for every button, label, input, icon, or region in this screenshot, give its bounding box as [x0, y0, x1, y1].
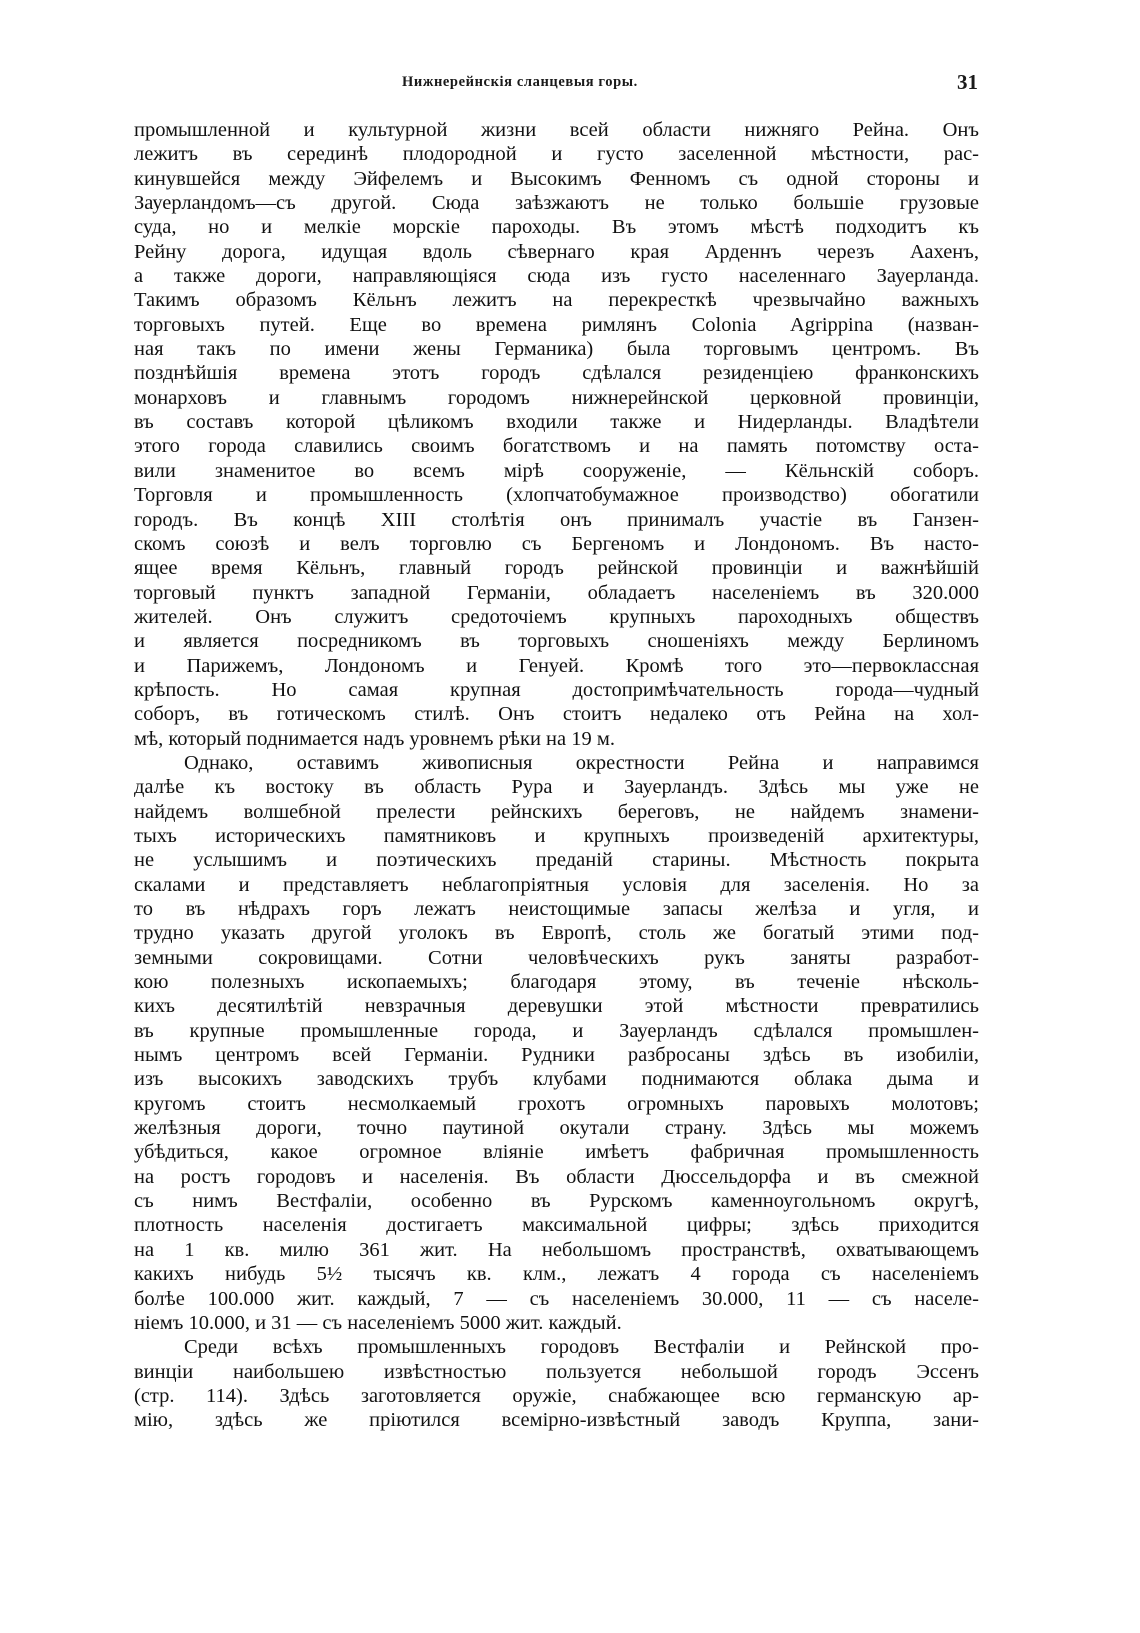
text-line: плотность населенія достигаетъ максимальной цифры; здѣсь приходится [134, 1214, 979, 1237]
paragraph-3 [134, 1335, 979, 1432]
text-line: Торговля и промышленность (хлопчатобумажное производство) обогатили [134, 484, 979, 507]
text-line: изъ высокихъ заводскихъ трубъ клубами поднимаются облака дыма и [134, 1068, 979, 1091]
text-line: Такимъ образомъ Кёльнъ лежитъ на перекресткѣ чрезвычайно важныхъ [134, 289, 979, 312]
text-line: въ составъ которой цѣликомъ входили также и Нидерланды. Владѣтели [134, 411, 979, 434]
text-line: и является посредникомъ въ торговыхъ сношеніяхъ между Берлиномъ [134, 630, 979, 653]
text-line: мѣ, который поднимается надъ уровнемъ рѣки на 19 м. [134, 727, 615, 750]
text-line: не услышимъ и поэтическихъ преданій старины. Мѣстность покрыта [134, 849, 979, 872]
paragraph-1 [134, 118, 979, 751]
text-line: и Парижемъ, Лондономъ и Генуей. Кромѣ того это—первоклассная [134, 654, 979, 677]
text-line: скомъ союзѣ и велъ торговлю съ Бергеномъ и Лондономъ. Въ насто- [134, 532, 979, 555]
text-line: убѣдиться, какое огромное вліяніе имѣетъ фабричная промышленность [134, 1141, 979, 1164]
text-line: болѣе 100.000 жит. каждый, 7 — съ населеніемъ 30.000, 11 — съ населе- [134, 1287, 979, 1310]
text-line: найдемъ волшебной прелести рейнскихъ береговъ, не найдемъ знамени- [134, 800, 979, 823]
text-line: нымъ центромъ всей Германіи. Рудники разбросаны здѣсь въ изобиліи, [134, 1044, 979, 1067]
text-line: мію, здѣсь же пріютился всемірно-извѣстный заводъ Круппа, зани- [134, 1409, 979, 1432]
running-title: Нижнерейнскія сланцевыя горы. [402, 74, 638, 90]
text-line: промышленной и культурной жизни всей области нижняго Рейна. Онъ [134, 119, 979, 141]
text-line: ящее время Кёльнъ, главный городъ рейнской провинціи и важнѣйшій [134, 557, 979, 580]
text-line: кихъ десятилѣтій невзрачныя деревушки этой мѣстности превратились [134, 995, 979, 1018]
text-line: монарховъ и главнымъ городомъ нижнерейнской церковной провинціи, [134, 386, 979, 409]
text-line: этого города славились своимъ богатствомъ и на память потомству оста- [134, 435, 979, 458]
text-line: Зауерландомъ—съ другой. Сюда заѣзжаютъ не только большіе грузовые [134, 192, 979, 215]
text-line: скалами и представляетъ неблагопріятныя условія для заселенія. Но за [134, 873, 979, 896]
text-line: кинувшейся между Эйфелемъ и Высокимъ Фенномъ съ одной стороны и [134, 167, 979, 190]
text-line: желѣзныя дороги, точно паутиной окутали страну. Здѣсь мы можемъ [134, 1117, 979, 1140]
text-line: то въ нѣдрахъ горъ лежатъ неистощимые запасы желѣза и угля, и [134, 898, 979, 920]
text-line: вили знаменитое во всемъ мірѣ сооруженіе, — Кёльнскій соборъ. [134, 459, 979, 482]
text-line: жителей. Онъ служитъ средоточіемъ крупныхъ пароходныхъ обществъ [134, 605, 979, 628]
text-line: кою полезныхъ ископаемыхъ; благодаря этому, въ теченіе нѣсколь- [134, 971, 979, 994]
text-line: Среди всѣхъ промышленныхъ городовъ Вестфаліи и Рейнской про- [184, 1336, 979, 1359]
text-line: а также дороги, направляющіяся сюда изъ густо населеннаго Зауерланда. [134, 265, 979, 288]
text-line: какихъ нибудь 5½ тысячъ кв. клм., лежатъ 4 города съ населеніемъ [134, 1263, 979, 1286]
text-line: соборъ, въ готическомъ стилѣ. Онъ стоитъ недалеко отъ Рейна на хол- [134, 703, 979, 726]
text-line: суда, но и мелкіе морскіе пароходы. Въ этомъ мѣстѣ подходитъ къ [134, 216, 979, 239]
text-line: ная такъ по имени жены Германика) была торговымъ центромъ. Въ [134, 338, 979, 361]
text-line: Рейну дорога, идущая вдоль сѣвернаго края Арденнъ черезъ Аахенъ, [134, 240, 979, 263]
text-line: ніемъ 10.000, и 31 — съ населеніемъ 5000 жит. каждый. [134, 1311, 622, 1334]
text-line: далѣе къ востоку въ область Рура и Зауерландъ. Здѣсь мы уже не [134, 776, 979, 799]
text-line: земными сокровищами. Сотни человѣческихъ рукъ заняты разработ- [134, 946, 979, 969]
text-line: городъ. Въ концѣ XIII столѣтія онъ принималъ участіе въ Ганзен- [134, 508, 979, 531]
paragraph-2 [134, 751, 979, 1335]
body-text [134, 118, 979, 1433]
text-line: въ крупные промышленные города, и Зауерландъ сдѣлался промышлен- [134, 1019, 979, 1042]
text-line: торговый пунктъ западной Германіи, обладаетъ населеніемъ въ 320.000 [134, 581, 979, 604]
text-line: Однако, оставимъ живописныя окрестности Рейна и направимся [184, 751, 979, 774]
text-line: лежитъ въ серединѣ плодородной и густо заселенной мѣстности, рас- [134, 143, 979, 166]
text-line: крѣпость. Но самая крупная достопримѣчательность города—чудный [134, 678, 979, 701]
text-line: (стр. 114). Здѣсь заготовляется оружіе, снабжающее всю германскую ар- [134, 1384, 979, 1407]
text-line: позднѣйшія времена этотъ городъ сдѣлался резиденціею франконскихъ [134, 362, 979, 385]
text-line: тыхъ историческихъ памятниковъ и крупныхъ произведеній архитектуры, [134, 824, 979, 847]
text-line: кругомъ стоитъ несмолкаемый грохотъ огромныхъ паровыхъ молотовъ; [134, 1092, 979, 1115]
text-line: съ нимъ Вестфаліи, особенно въ Рурскомъ каменноугольномъ округѣ, [134, 1190, 979, 1213]
text-line: на 1 кв. милю 361 жит. На небольшомъ пространствѣ, охватывающемъ [134, 1238, 979, 1261]
text-line: торговыхъ путей. Еще во времена римлянъ Colonia Agrippina (назван- [134, 313, 979, 336]
text-line: трудно указать другой уголокъ въ Европѣ, столь же богатый этими под- [134, 922, 979, 945]
page-number: 31 [957, 70, 978, 94]
text-line: винціи наибольшею извѣстностью пользуется небольшой городъ Эссенъ [134, 1360, 979, 1383]
text-line: на ростъ городовъ и населенія. Въ области Дюссельдорфа и въ смежной [134, 1165, 979, 1188]
